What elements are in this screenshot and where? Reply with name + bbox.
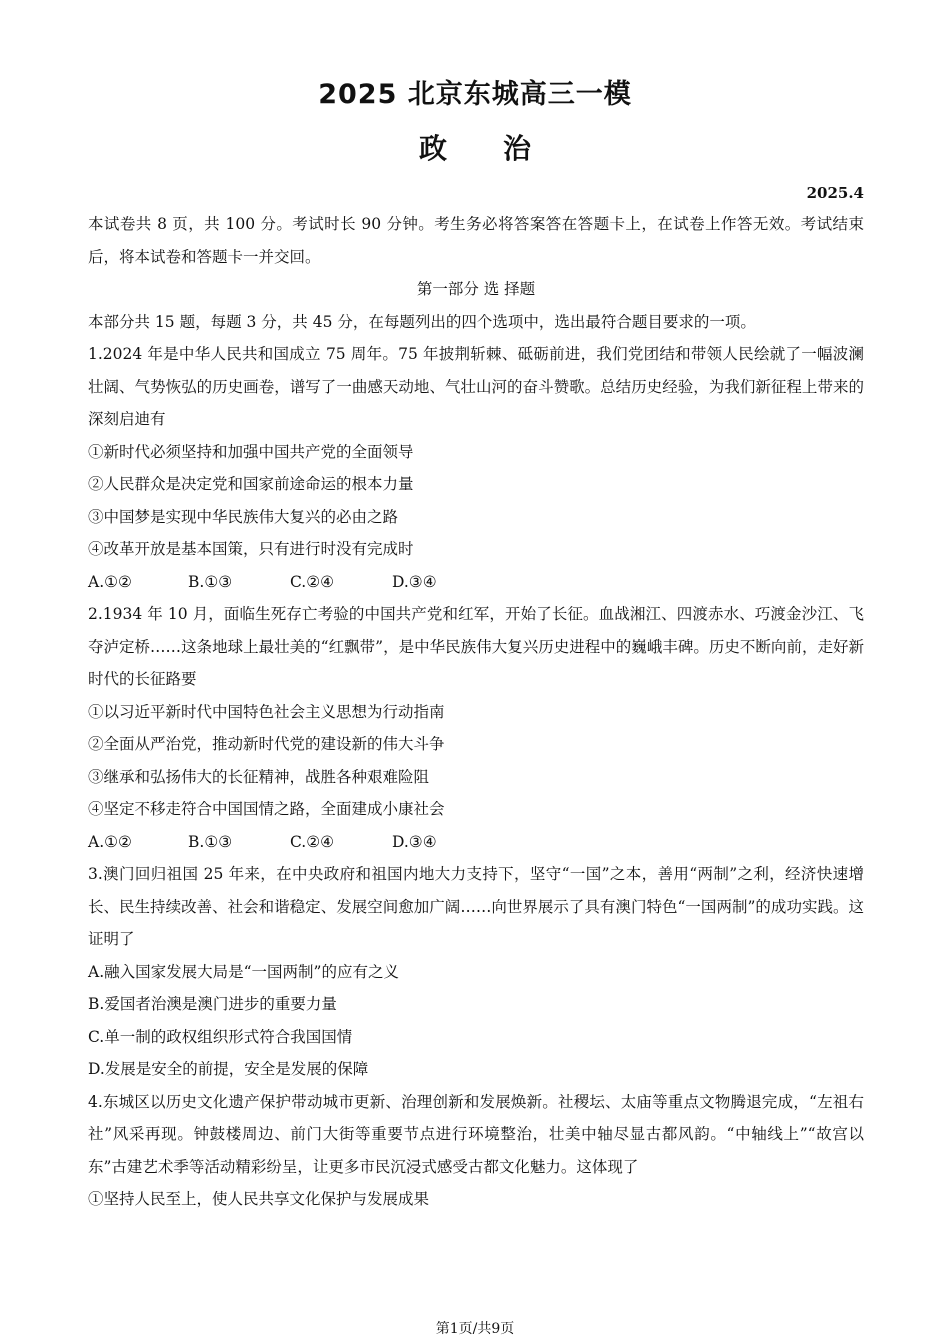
choice-b: B.①③: [188, 832, 233, 851]
question-1-item: ④改革开放是基本国策，只有进行时没有完成时: [88, 540, 414, 558]
question-2-item: ①以习近平新时代中国特色社会主义思想为行动指南: [88, 702, 445, 721]
choice-a: A.①②: [88, 832, 132, 851]
question-2-choices: [88, 826, 864, 859]
question-3-option-c: C.单一制的政权组织形式符合我国国情: [88, 1027, 353, 1046]
question-4-stem: 4.东城区以历史文化遗产保护带动城市更新、治理创新和发展焕新。社稷坛、太庙等重点文物腾退完成，“左祖右社”风采再现。钟鼓楼周边、前门大街等重要节点进行环境整治，壮美中轴尽显古都风韵。“中轴线上”“故宫以东”古建艺术季等活动精彩纷呈，让更多市民沉浸式感受古都文化魅力。这体现了: [88, 1092, 864, 1176]
exam-content: [88, 208, 864, 1216]
question-2-item: ②全面从严治党，推动新时代党的建设新的伟大斗争: [88, 735, 445, 753]
exam-title: 2025 北京东城高三一模: [318, 79, 632, 110]
choice-d: D.③④: [392, 832, 437, 851]
question-3-option-a: A.融入国家发展大局是“一国两制”的应有之义: [88, 962, 399, 981]
subject-char-2: 治: [503, 132, 532, 165]
question-2-stem: 2.1934 年 10 月，面临生死存亡考验的中国共产党和红军，开始了长征。血战湘江、四渡赤水、巧渡金沙江、飞夺泸定桥……这条地球上最壮美的“红飘带”，是中华民族伟大复兴历史进程中的巍峨丰碑。历史不断向前，走好新时代的长征路要: [88, 605, 864, 688]
subject-char-1: 政: [418, 132, 447, 165]
subject-title: [0, 127, 950, 167]
part-heading: 第一部分 选 择题: [416, 280, 536, 298]
question-1-item: ③中国梦是实现中华民族伟大复兴的必由之路: [88, 507, 399, 526]
choice-a: A.①②: [88, 572, 132, 591]
question-2-item: ③继承和弘扬伟大的长征精神，战胜各种艰难险阻: [88, 767, 430, 786]
part-instruction: 本部分共 15 题，每题 3 分，共 45 分，在每题列出的四个选项中，选出最符合题目要求的一项。: [88, 312, 756, 331]
question-4-item: ①坚持人民至上，使人民共享文化保护与发展成果: [88, 1190, 430, 1208]
choice-b: B.①③: [188, 572, 233, 591]
exam-date: 2025.4: [806, 184, 864, 202]
question-2-item: ④坚定不移走符合中国国情之路，全面建成小康社会: [88, 800, 445, 818]
question-1-item: ①新时代必须坚持和加强中国共产党的全面领导: [88, 442, 414, 461]
question-1-choices: [88, 566, 864, 599]
question-3-option-d: D.发展是安全的前提，安全是发展的保障: [88, 1060, 369, 1078]
choice-c: C.②④: [290, 572, 335, 591]
question-3-option-b: B.爱国者治澳是澳门进步的重要力量: [88, 995, 337, 1013]
page-number: 第1页/共9页: [435, 1321, 515, 1337]
question-1-item: ②人民群众是决定党和国家前途命运的根本力量: [88, 475, 414, 493]
intro-text: 本试卷共 8 页，共 100 分。考试时长 90 分钟。考生务必将答案答在答题卡上，在试卷上作答无效。考试结束后，将本试卷和答题卡一并交回。: [88, 215, 864, 266]
choice-c: C.②④: [290, 832, 335, 851]
choice-d: D.③④: [392, 572, 437, 591]
question-1-stem: 1.2024 年是中华人民共和国成立 75 周年。75 年披荆斩棘、砥砺前进，我们党团结和带领人民绘就了一幅波澜壮阔、气势恢弘的历史画卷，谱写了一曲感天动地、气壮山河的奋斗赞歌。总结历史经验，为我们新征程上带来的深刻启迪有: [88, 345, 864, 428]
question-3-stem: 3.澳门回归祖国 25 年来，在中央政府和祖国内地大力支持下，坚守“一国”之本，善用“两制”之利，经济快速增长、民生持续改善、社会和谐稳定、发展空间愈加广阔……向世界展示了具有澳门特色“一国两制”的成功实践。这证明了: [88, 865, 864, 948]
